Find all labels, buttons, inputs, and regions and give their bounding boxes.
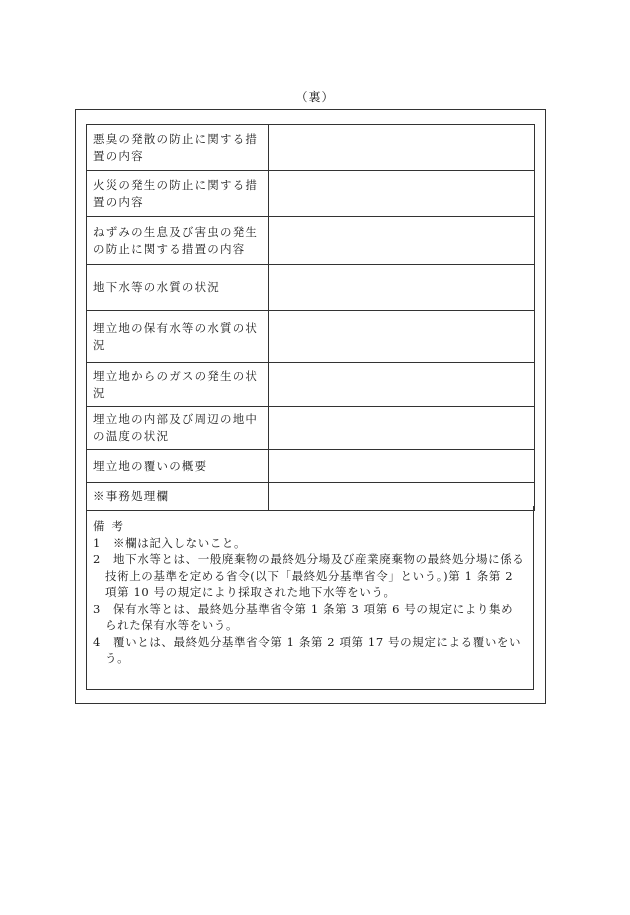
row-label-office-use: ※事務処理欄 [87,483,269,511]
row-label-pest-measures: ねずみの生息及び害虫の発生の防止に関する措置の内容 [87,217,269,265]
row-value-fire-measures[interactable] [269,171,535,217]
row-label-cover-summary: 埋立地の覆いの概要 [87,450,269,483]
row-value-groundwater-quality[interactable] [269,265,535,311]
notes-section [86,506,534,690]
row-label-odor-measures: 悪臭の発散の防止に関する措置の内容 [87,125,269,171]
row-value-pest-measures[interactable] [269,217,535,265]
table-row [87,407,535,450]
row-value-ground-temperature[interactable] [269,407,535,450]
note-item: 1 ※欄は記入しないこと。 [93,535,247,550]
row-label-retained-water-quality: 埋立地の保有水等の水質の状況 [87,311,269,363]
row-value-gas-generation[interactable] [269,363,535,407]
table-row [87,125,535,171]
row-value-cover-summary[interactable] [269,450,535,483]
row-value-odor-measures[interactable] [269,125,535,171]
table-row [87,265,535,311]
notes-title: 備考 [93,519,130,533]
row-value-retained-water-quality[interactable] [269,311,535,363]
row-label-gas-generation: 埋立地からのガスの発生の状況 [87,363,269,407]
table-row [87,171,535,217]
table-row [87,363,535,407]
row-label-fire-measures: 火災の発生の防止に関する措置の内容 [87,171,269,217]
page-side-label: （裏） [295,90,335,104]
table-row [87,450,535,483]
report-table [86,124,535,511]
note-item: 2 地下水等とは、一般廃棄物の最終処分場及び産業廃棄物の最終処分場に係る技術上の基準を定める省令(以下「最終処分基準省令」という。)第 1 条第 2 項第 10 号の規定により採取された地下水等をいう。 [93,552,525,599]
note-item: 3 保有水等とは、最終処分基準省令第 1 条第 3 項第 6 号の規定により集められた保有水等をいう。 [93,601,514,632]
note-item: 4 覆いとは、最終処分基準省令第 1 条第 2 項第 17 号の規定による覆いをいう。 [93,634,522,665]
table-row [87,311,535,363]
row-label-groundwater-quality: 地下水等の水質の状況 [87,265,269,311]
table-row [87,217,535,265]
row-label-ground-temperature: 埋立地の内部及び周辺の地中の温度の状況 [87,407,269,450]
